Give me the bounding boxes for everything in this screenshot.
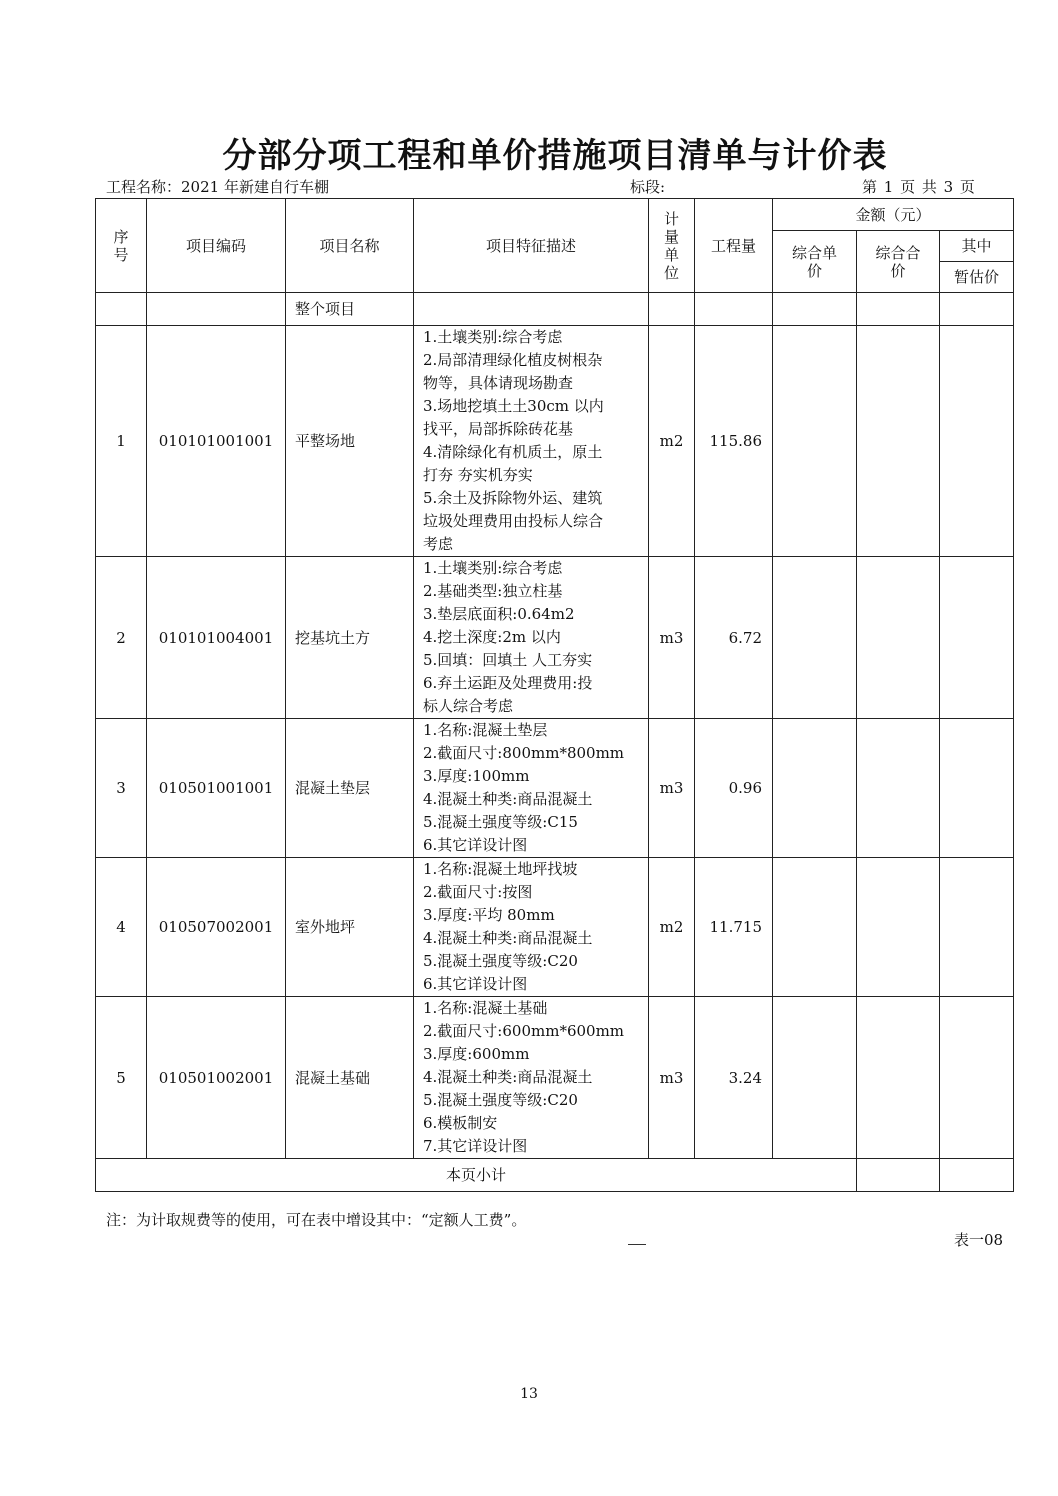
desc-line: 4.挖土深度:2m 以内 (423, 628, 561, 646)
desc-line: 4.混凝土种类:商品混凝土 (423, 790, 593, 808)
desc-line: 2.基础类型:独立柱基 (423, 582, 563, 600)
desc-line: 2.截面尺寸:按图 (423, 883, 533, 901)
desc-line: 3.厚度:600mm (423, 1045, 530, 1063)
header-qty: 工程量 (695, 199, 773, 293)
row-provisional (940, 326, 1014, 557)
header-unit-price: 综合单 价 (773, 231, 857, 293)
row-qty: 3.24 (695, 997, 773, 1159)
row-unit: m3 (649, 557, 695, 719)
desc-line: 5.回填：回填土 人工夯实 (423, 651, 593, 669)
row-qty: 115.86 (695, 326, 773, 557)
desc-line: 考虑 (423, 535, 454, 553)
row-total-price (857, 997, 940, 1159)
row-provisional (940, 858, 1014, 997)
whole-project-row (96, 293, 1014, 326)
desc-line: 2.截面尺寸:800mm*800mm (423, 744, 625, 762)
row-name: 混凝土垫层 (286, 719, 414, 858)
whole-project-label: 整个项目 (286, 293, 414, 326)
header-unit: 计 量 单 位 (649, 199, 695, 293)
subtotal-total (857, 1159, 940, 1192)
desc-line: 找平，局部拆除砖花基 (423, 420, 574, 438)
subtotal-row (96, 1159, 1014, 1192)
row-qty: 11.715 (695, 858, 773, 997)
row-unit: m2 (649, 858, 695, 997)
desc-line: 1.名称:混凝土地坪找坡 (423, 860, 578, 878)
desc-line: 标人综合考虑 (423, 697, 514, 715)
header-provisional: 暂估价 (940, 262, 1014, 293)
header-of-which: 其中 (940, 231, 1014, 262)
desc-line: 6.其它详设计图 (423, 975, 528, 993)
row-desc (414, 858, 649, 997)
header-seq: 序 号 (96, 199, 147, 293)
row-desc (414, 557, 649, 719)
desc-line: 1.土壤类别:综合考虑 (423, 559, 563, 577)
divider (628, 1244, 646, 1245)
row-seq: 5 (96, 997, 147, 1159)
desc-line: 5.混凝土强度等级:C20 (423, 952, 578, 970)
row-name: 混凝土基础 (286, 997, 414, 1159)
row-desc (414, 997, 649, 1159)
desc-line: 物等，具体请现场勘查 (423, 374, 574, 392)
row-name: 挖基坑土方 (286, 557, 414, 719)
desc-line: 3.场地挖填土土30cm 以内 (423, 397, 604, 415)
row-unit-price (773, 719, 857, 858)
page-number: 13 (520, 1386, 538, 1402)
desc-line: 3.厚度:100mm (423, 767, 530, 785)
row-total-price (857, 858, 940, 997)
row-desc (414, 326, 649, 557)
row-total-price (857, 557, 940, 719)
header-amount: 金额（元） (773, 199, 1014, 231)
table-row (96, 858, 1014, 997)
form-number: 表一08 (954, 1231, 1004, 1249)
row-name: 平整场地 (286, 326, 414, 557)
row-seq: 3 (96, 719, 147, 858)
desc-line: 4.混凝土种类:商品混凝土 (423, 1068, 593, 1086)
header-total-price: 综合合 价 (857, 231, 940, 293)
pricing-table (95, 198, 1014, 1192)
desc-line: 打夯 夯实机夯实 (423, 466, 533, 484)
page-info: 第 1 页 共 3 页 (862, 178, 975, 196)
row-seq: 2 (96, 557, 147, 719)
desc-line: 2.局部清理绿化植皮树根杂 (423, 351, 603, 369)
desc-line: 4.清除绿化有机质土，原土 (423, 443, 603, 461)
table-row (96, 719, 1014, 858)
row-provisional (940, 719, 1014, 858)
header-name: 项目名称 (286, 199, 414, 293)
table-row (96, 326, 1014, 557)
header-code: 项目编码 (147, 199, 286, 293)
row-provisional (940, 557, 1014, 719)
subtotal-provisional (940, 1159, 1014, 1192)
desc-line: 6.弃土运距及处理费用:投 (423, 674, 593, 692)
row-unit: m3 (649, 719, 695, 858)
row-qty: 0.96 (695, 719, 773, 858)
desc-line: 3.垫层底面积:0.64m2 (423, 605, 575, 623)
header-desc: 项目特征描述 (414, 199, 649, 293)
desc-line: 5.混凝土强度等级:C15 (423, 813, 578, 831)
table-note: 注：为计取规费等的使用，可在表中增设其中：“定额人工费”。 (106, 1211, 527, 1229)
desc-line: 5.混凝土强度等级:C20 (423, 1091, 578, 1109)
page-title: 分部分项工程和单价措施项目清单与计价表 (222, 136, 888, 176)
project-name: 工程名称：2021 年新建自行车棚 (106, 178, 329, 196)
row-unit-price (773, 997, 857, 1159)
row-seq: 4 (96, 858, 147, 997)
desc-line: 6.模板制安 (423, 1114, 498, 1132)
desc-line: 3.厚度:平均 80mm (423, 906, 555, 924)
row-code: 010501001001 (147, 719, 286, 858)
row-code: 010101001001 (147, 326, 286, 557)
row-code: 010507002001 (147, 858, 286, 997)
row-unit-price (773, 858, 857, 997)
desc-line: 1.名称:混凝土垫层 (423, 721, 548, 739)
row-name: 室外地坪 (286, 858, 414, 997)
row-code: 010501002001 (147, 997, 286, 1159)
desc-line: 6.其它详设计图 (423, 836, 528, 854)
desc-line: 1.名称:混凝土基础 (423, 999, 548, 1017)
row-total-price (857, 326, 940, 557)
row-unit-price (773, 557, 857, 719)
row-code: 010101004001 (147, 557, 286, 719)
row-qty: 6.72 (695, 557, 773, 719)
desc-line: 4.混凝土种类:商品混凝土 (423, 929, 593, 947)
row-provisional (940, 997, 1014, 1159)
desc-line: 5.余土及拆除物外运、建筑 (423, 489, 603, 507)
table-row (96, 557, 1014, 719)
row-total-price (857, 719, 940, 858)
row-unit: m3 (649, 997, 695, 1159)
desc-line: 1.土壤类别:综合考虑 (423, 328, 563, 346)
desc-line: 2.截面尺寸:600mm*600mm (423, 1022, 625, 1040)
subtotal-label: 本页小计 (96, 1159, 857, 1192)
row-unit: m2 (649, 326, 695, 557)
desc-line: 垃圾处理费用由投标人综合 (423, 512, 604, 530)
table-row (96, 997, 1014, 1159)
row-seq: 1 (96, 326, 147, 557)
desc-line: 7.其它详设计图 (423, 1137, 528, 1155)
row-desc (414, 719, 649, 858)
section-label: 标段: (630, 178, 666, 196)
row-unit-price (773, 326, 857, 557)
